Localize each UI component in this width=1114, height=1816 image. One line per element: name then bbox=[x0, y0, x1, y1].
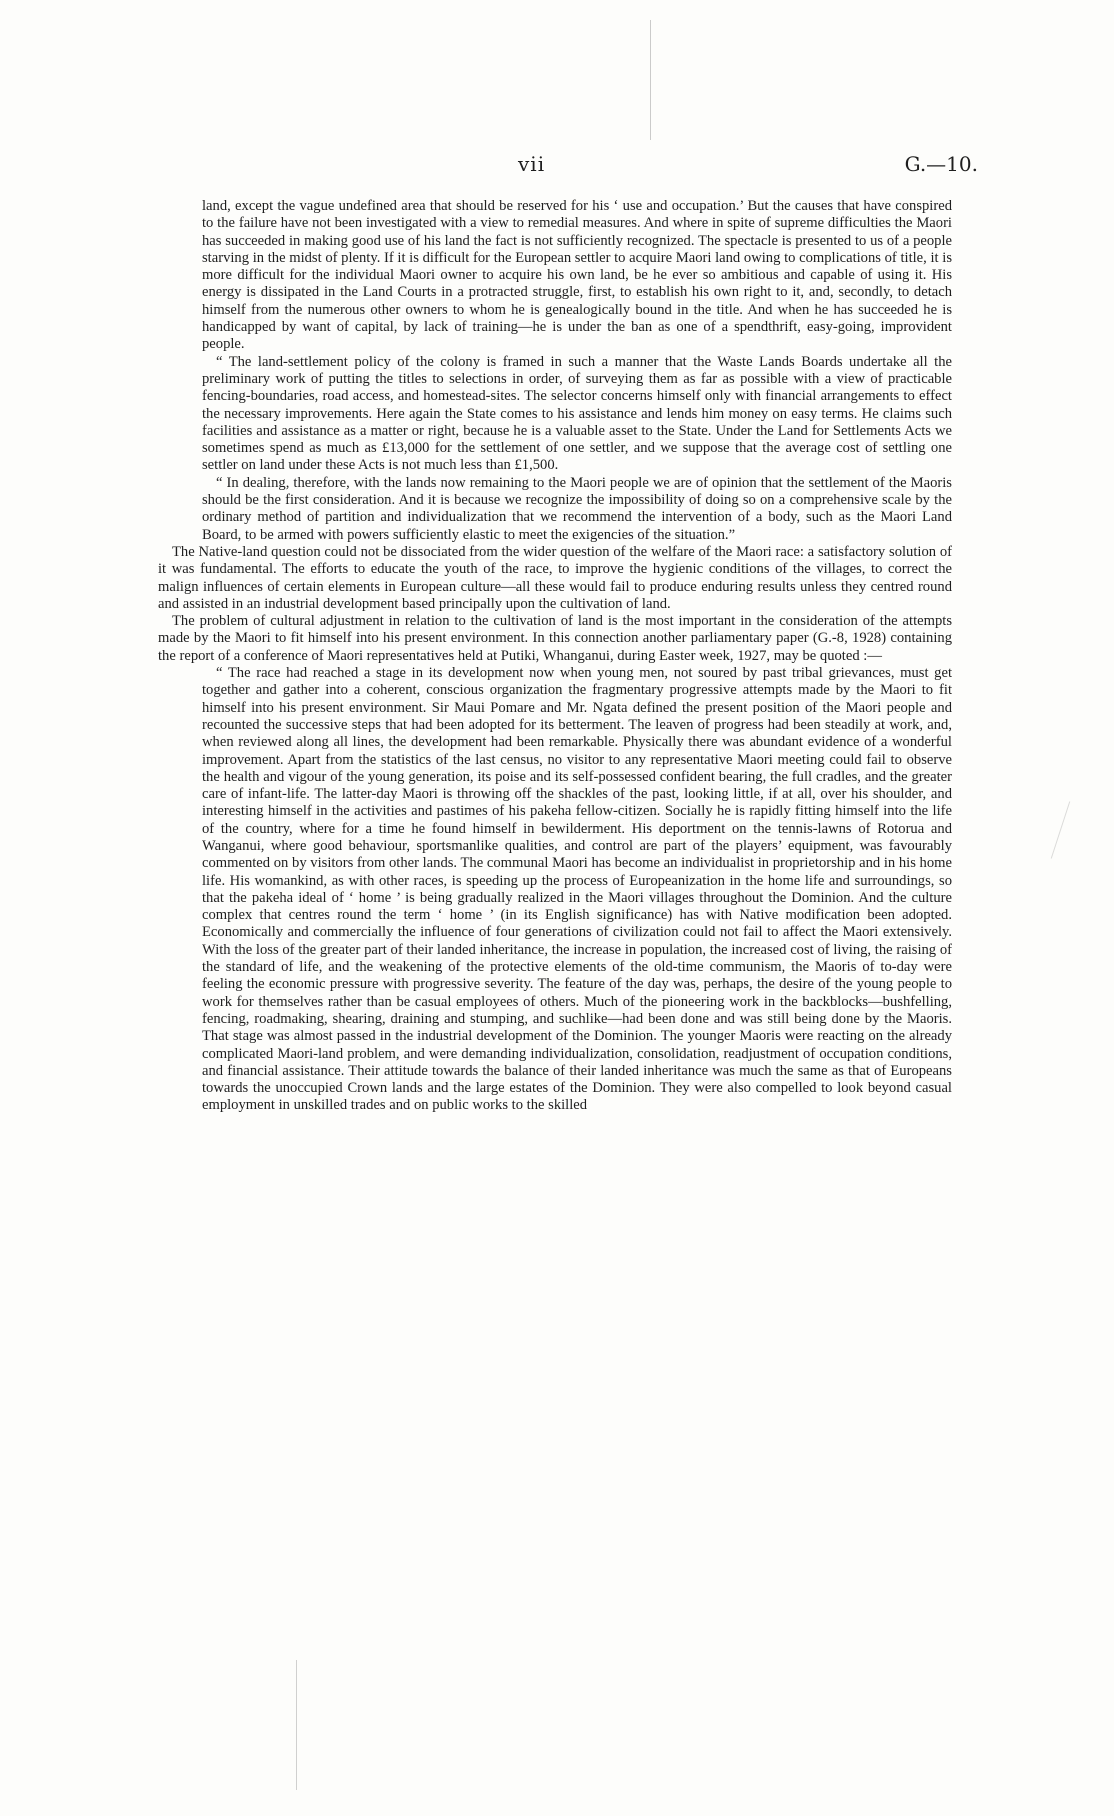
scan-artifact-top bbox=[650, 20, 651, 140]
paragraph-quoted-4: “ The race had reached a stage in its development now when young men, not soured by past tribal grievances, must get together and gather into a coherent, conscious organization the fragmentary progressive attempts made by the Maori to fit himself into his present environment. Sir Maui Pomare and Mr. Ngata defined the present position of the Maori people and recounted the successive steps that had been adopted for its betterment. The leaven of progress had been steadily at work, and, when reviewed along all lines, the development had been remarkable. Physically there was abundant evidence of a wonderful improvement. Apart from the statistics of the last census, no visitor to any representative Maori meeting could fail to observe the health and vigour of the young generation, its poise and its self-possessed confident bearing, the full cradles, and the greater care of infant-life. The latter-day Maori is throwing off the shackles of the past, looking little, if at all, over his shoulder, and interesting himself in the activities and pastimes of his pakeha fellow-citizen. Socially he is rapidly fitting himself into the life of the country, where for a time he found himself in bewilderment. His deportment on the tennis-lawns of Rotorua and Wanganui, where good behaviour, sportsmanlike qualities, and control are part of the players’ equipment, was favourably commented on by visitors from other lands. The communal Maori has become an individualist in proprietorship and in his home life. His womankind, as with other races, is speeding up the process of Europeanization in the home life and surroundings, so that the pakeha ideal of ‘ home ’ is being gradually realized in the Maori villages throughout the Dominion. And the culture complex that centres round the term ‘ home ’ (in its English significance) has with Native modification been adopted. Economically and commercially the influence of four generations of civilization could not fail to affect the Maori extensively. With the loss of the greater part of their landed inheritance, the increase in population, the increased cost of living, the raising of the standard of life, and the weakening of the protective elements of the old-time communism, the Maoris of to-day were feeling the economic pressure with progressive severity. The feature of the day was, perhaps, the desire of the young people to work for themselves rather than be casual employees of others. Much of the pioneering work in the backblocks—bushfelling, fencing, roadmaking, shearing, draining and stumping, and suchlike—had been done and was still being done by the Maoris. That stage was almost passed in the industrial development of the Dominion. The younger Maoris were reacting on the already complicated Maori-land problem, and were demanding individualization, consolidation, readjustment of occupation conditions, and financial assistance. Their attitude towards the balance of their landed inheritance was much the same as that of Europeans towards the unoccupied Crown lands and the large estates of the Dominion. They were also compelled to look beyond casual employment in unskilled trades and on public works to the skilled bbox=[202, 665, 952, 1114]
paragraph-quoted-3: “ In dealing, therefore, with the lands now remaining to the Maori people we are of opinion that the settlement of the Maoris should be the first consideration. And it is because we recognize the impossibility of doing so on a comprehensive scale by the ordinary method of partition and individualization that we recommend the intervention of a body, such as the Maori Land Board, to be armed with powers sufficiently elastic to meet the exigencies of the situation.” bbox=[202, 474, 952, 543]
page-body bbox=[158, 198, 952, 1115]
paragraph-quoted-1: land, except the vague undefined area that should be reserved for his ‘ use and occupation.’ But the causes that have conspired to the failure have not been investigated with a view to remedial measures. And where in spite of supreme difficulties the Maori has succeeded in making good use of his land the fact is not sufficiently recognized. The spectacle is presented to us of a people starving in the midst of plenty. If it is difficult for the European settler to acquire Maori land owing to complications of title, it is more difficult for the individual Maori owner to acquire his own land, be he ever so ambitious and capable of using it. His energy is dissipated in the Land Courts in a protracted struggle, first, to establish his own right to it, and, secondly, to detach himself from the numerous other owners to whom he is genealogically bound in the title. And when he has succeeded he is handicapped by want of capital, by lack of training—he is under the ban as one of a spendthrift, easy-going, improvident people. bbox=[202, 198, 952, 353]
scan-artifact-bottom bbox=[296, 1660, 297, 1790]
page-number: vii bbox=[518, 152, 546, 176]
document-reference: G.—10. bbox=[904, 152, 978, 176]
paragraph-quoted-2: “ The land-settlement policy of the colony is framed in such a manner that the Waste Lands Boards undertake all the preliminary work of putting the titles to selections in order, of surveying them as far as possible with a view of practicable fencing-boundaries, road access, and homestead-sites. The selector concerns himself only with financial arrangements to effect the necessary improvements. Here again the State comes to his assistance and lends him money on easy terms. He claims such facilities and assistance as a matter or right, because he is a valuable asset to the State. Under the Land for Settlements Acts we sometimes spend as much as £13,000 for the settlement of one settler, and we suppose that the average cost of settling one settler on land under these Acts is not much less than £1,500. bbox=[202, 353, 952, 474]
scan-artifact-right bbox=[1051, 801, 1070, 858]
paragraph-body-1: The Native-land question could not be dissociated from the wider question of the welfare of the Maori race: a satisfactory solution of it was fundamental. The efforts to educate the youth of the race, to improve the hygienic conditions of the villages, to correct the malign influences of certain elements in European culture—all these would fail to produce enduring results unless they centred round and assisted in an industrial development based principally upon the cultivation of land. bbox=[158, 543, 952, 612]
paragraph-body-2: The problem of cultural adjustment in relation to the cultivation of land is the most important in the consideration of the attempts made by the Maori to fit himself into his present environment. In this connection another parliamentary paper (G.-8, 1928) containing the report of a conference of Maori representatives held at Putiki, Whanganui, during Easter week, 1927, may be quoted :— bbox=[158, 613, 952, 664]
